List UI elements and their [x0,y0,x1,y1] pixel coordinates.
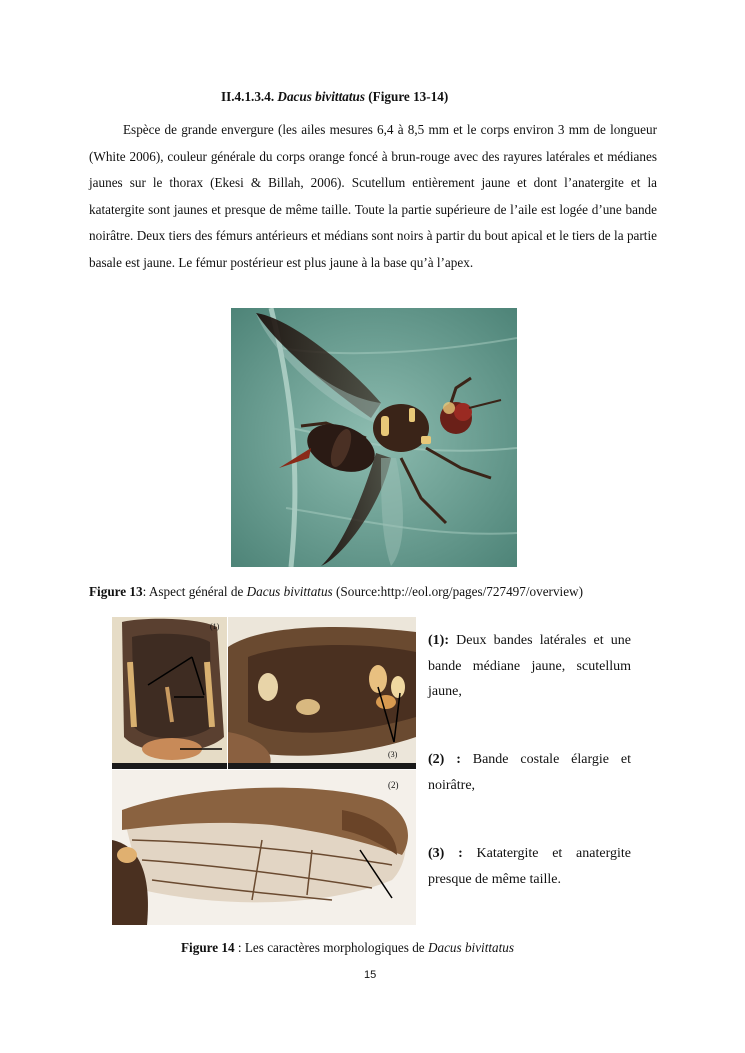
note-1-text: Deux bandes latérales et une bande médiane jaune, scutellum jaune, [428,633,631,699]
section-number: II.4.1.3.4. [221,89,275,104]
figure-14-lateral-photo [228,617,416,769]
note-2-text: Bande costale élargie et noirâtre, [428,752,631,793]
panel-label-3: (3) [388,750,398,759]
figure-14-thorax-photo [112,617,227,769]
panel-label-2: (2) [388,780,399,790]
figure-13-source: (Source:http://eol.org/pages/727497/overview) [332,584,583,599]
figure-13-text: : Aspect général de [142,584,247,599]
note-1-label: (1): [428,633,449,648]
note-1 [428,628,631,705]
note-2-label: (2) : [428,752,461,767]
figure-14-text: : Les caractères morphologiques de [234,940,428,955]
figure-13-photo [231,308,517,567]
note-3-text: Katatergite et anatergite presque de même taille. [428,846,631,887]
panel-label-1: (1) [210,622,220,631]
note-3-label: (3) : [428,846,463,861]
figure-13-label: Figure 13 [89,584,143,599]
figure-14-label: Figure 14 [181,940,235,955]
section-figref: (Figure 13-14) [368,89,449,104]
figure-14-species: Dacus bivittatus [427,940,515,955]
section-species: Dacus bivittatus [277,89,365,104]
note-3 [428,841,631,892]
section-heading [221,89,448,105]
figure-14-caption [181,940,514,956]
description-paragraph: Espèce de grande envergure (les ailes mesures 6,4 à 8,5 mm et le corps environ 3 mm de longueur (White 2006), couleur générale du corps orange foncé à brun-rouge avec des rayures latérales et médianes jaunes sur le thorax (Ekesi & Billah, 2006). Scutellum entièrement jaune et dont l’anatergite et la katatergite sont jaunes et presque de même taille. Toute la partie supérieure de l’aile est logée d’une bande noirâtre. Deux tiers des fémurs antérieurs et médians sont noirs à partir du bout apical et le tiers de la partie basale est jaune. Le fémur postérieur est plus jaune à la base qu’à l’apex. [89,122,657,270]
note-2 [428,747,631,798]
figure-13-caption [89,584,583,600]
figure-13-species: Dacus bivittatus [246,584,333,599]
figure-14-wing-photo [112,770,416,925]
page-number: 15 [364,969,377,981]
